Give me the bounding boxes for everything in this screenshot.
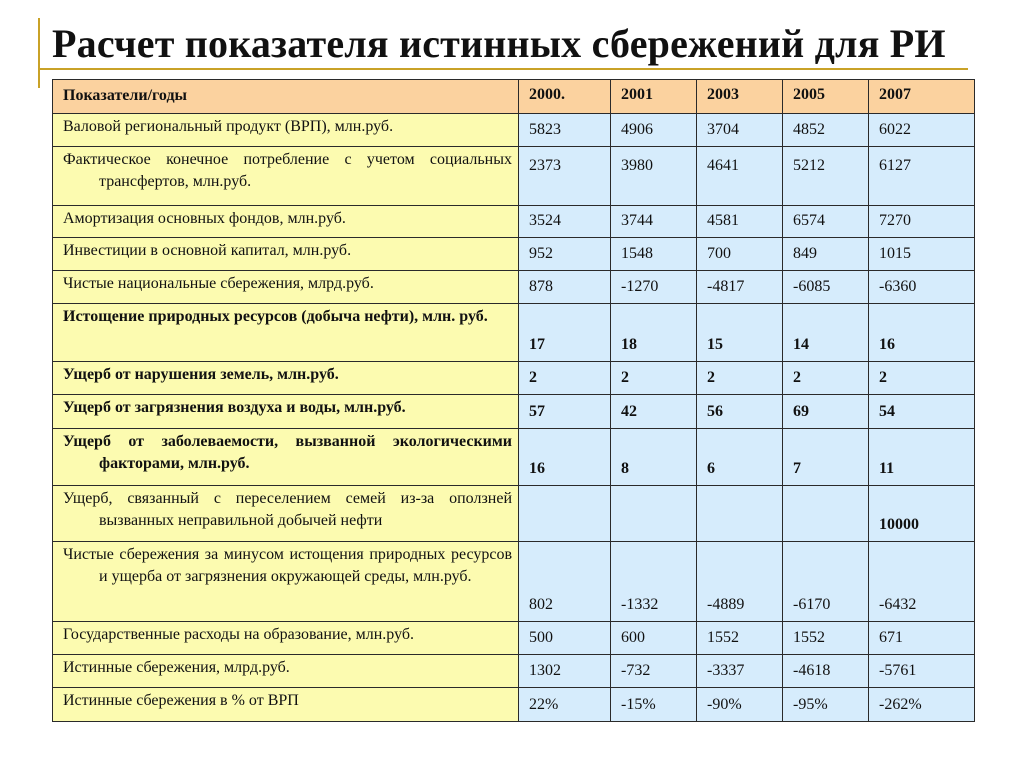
row-label [53, 655, 519, 688]
value-cell: -4618 [783, 655, 869, 688]
value-cell: 5823 [519, 114, 611, 147]
value-cell [697, 486, 783, 542]
value-cell: 2373 [519, 147, 611, 206]
value-cell: -1332 [611, 542, 697, 622]
table-row [53, 395, 975, 429]
table-row [53, 147, 975, 206]
value-cell: -732 [611, 655, 697, 688]
row-label [53, 238, 519, 271]
header-cell-year: 2000. [519, 80, 611, 114]
value-cell: 2 [869, 362, 975, 395]
row-label [53, 688, 519, 722]
value-cell: 16 [869, 304, 975, 362]
table-row [53, 655, 975, 688]
row-label-text: Истощение природных ресурсов (добыча нефти), млн. руб. [63, 308, 488, 325]
value-cell: -1270 [611, 271, 697, 304]
value-cell: 22% [519, 688, 611, 722]
table-row [53, 429, 975, 486]
value-cell: 878 [519, 271, 611, 304]
value-cell: 16 [519, 429, 611, 486]
value-cell: -6360 [869, 271, 975, 304]
row-label-text: Ущерб от заболеваемости, вызванной экологическими факторами, млн.руб. [63, 433, 512, 472]
value-cell: 10000 [869, 486, 975, 542]
header-cell-year: 2003 [697, 80, 783, 114]
table-row [53, 542, 975, 622]
value-cell: 17 [519, 304, 611, 362]
value-cell: 1552 [697, 622, 783, 655]
row-label [53, 395, 519, 429]
table-row [53, 271, 975, 304]
row-label [53, 429, 519, 486]
header-cell-year: 2005 [783, 80, 869, 114]
title-accent-vertical-line [38, 18, 40, 88]
value-cell: 6574 [783, 206, 869, 238]
value-cell: 4906 [611, 114, 697, 147]
value-cell: 2 [611, 362, 697, 395]
row-label-text: Ущерб, связанный с переселением семей из-за оползней вызванных неправильной добычей нефти [63, 490, 512, 529]
value-cell: 600 [611, 622, 697, 655]
row-label [53, 147, 519, 206]
value-cell: 1548 [611, 238, 697, 271]
value-cell: 6022 [869, 114, 975, 147]
row-label-text: Истинные сбережения в % от ВРП [63, 692, 299, 709]
row-label-text: Валовой региональный продукт (ВРП), млн.руб. [63, 118, 394, 135]
header-cell-indicator: Показатели/годы [53, 80, 519, 114]
value-cell: 1302 [519, 655, 611, 688]
row-label-text: Инвестиции в основной капитал, млн.руб. [63, 242, 352, 259]
value-cell: -3337 [697, 655, 783, 688]
table-row [53, 688, 975, 722]
title-accent-horizontal-line [38, 68, 968, 70]
value-cell [519, 486, 611, 542]
row-label-text: Чистые сбережения за минусом истощения природных ресурсов и ущерба от загрязнения окружающей среды, млн.руб. [63, 546, 512, 585]
value-cell: 4852 [783, 114, 869, 147]
row-label-text: Ущерб от нарушения земель, млн.руб. [63, 366, 339, 383]
value-cell: 3744 [611, 206, 697, 238]
row-label-text: Амортизация основных фондов, млн.руб. [63, 210, 346, 227]
row-label [53, 271, 519, 304]
value-cell: 6127 [869, 147, 975, 206]
row-label-text: Истинные сбережения, млрд.руб. [63, 659, 290, 676]
value-cell: -6085 [783, 271, 869, 304]
value-cell: 57 [519, 395, 611, 429]
header-cell-year: 2001 [611, 80, 697, 114]
value-cell: 18 [611, 304, 697, 362]
header-cell-year: 2007 [869, 80, 975, 114]
value-cell [611, 486, 697, 542]
value-cell: -4889 [697, 542, 783, 622]
value-cell: -5761 [869, 655, 975, 688]
value-cell: 56 [697, 395, 783, 429]
table-row [53, 304, 975, 362]
page-title: Расчет показателя истинных сбережений для РИ [52, 21, 946, 66]
value-cell [783, 486, 869, 542]
table-row [53, 238, 975, 271]
value-cell: 7 [783, 429, 869, 486]
row-label-text: Ущерб от загрязнения воздуха и воды, млн.руб. [63, 399, 406, 416]
value-cell: 5212 [783, 147, 869, 206]
value-cell: 4641 [697, 147, 783, 206]
row-label [53, 622, 519, 655]
value-cell: -15% [611, 688, 697, 722]
value-cell: 802 [519, 542, 611, 622]
value-cell: 6 [697, 429, 783, 486]
value-cell: 1015 [869, 238, 975, 271]
table-row [53, 486, 975, 542]
value-cell: 8 [611, 429, 697, 486]
row-label [53, 542, 519, 622]
value-cell: -6432 [869, 542, 975, 622]
value-cell: 2 [697, 362, 783, 395]
value-cell: 4581 [697, 206, 783, 238]
value-cell: 952 [519, 238, 611, 271]
value-cell: 671 [869, 622, 975, 655]
table-row [53, 206, 975, 238]
value-cell: 1552 [783, 622, 869, 655]
row-label [53, 304, 519, 362]
value-cell: -95% [783, 688, 869, 722]
value-cell: -6170 [783, 542, 869, 622]
value-cell: 2 [519, 362, 611, 395]
table-header-row [53, 80, 975, 114]
value-cell: -262% [869, 688, 975, 722]
value-cell: 54 [869, 395, 975, 429]
value-cell: 3524 [519, 206, 611, 238]
value-cell: 500 [519, 622, 611, 655]
value-cell: 15 [697, 304, 783, 362]
value-cell: 849 [783, 238, 869, 271]
value-cell: 7270 [869, 206, 975, 238]
row-label [53, 486, 519, 542]
value-cell: 11 [869, 429, 975, 486]
savings-table [52, 79, 975, 722]
row-label [53, 114, 519, 147]
value-cell: 42 [611, 395, 697, 429]
row-label [53, 362, 519, 395]
value-cell: 69 [783, 395, 869, 429]
table-row [53, 622, 975, 655]
table-row [53, 114, 975, 147]
row-label-text: Чистые национальные сбережения, млрд.руб. [63, 275, 374, 292]
row-label [53, 206, 519, 238]
table-row [53, 362, 975, 395]
value-cell: 700 [697, 238, 783, 271]
row-label-text: Фактическое конечное потребление с учетом социальных трансфертов, млн.руб. [63, 151, 512, 190]
value-cell: -90% [697, 688, 783, 722]
row-label-text: Государственные расходы на образование, млн.руб. [63, 626, 415, 643]
value-cell: 2 [783, 362, 869, 395]
value-cell: 3980 [611, 147, 697, 206]
value-cell: 14 [783, 304, 869, 362]
value-cell: -4817 [697, 271, 783, 304]
value-cell: 3704 [697, 114, 783, 147]
